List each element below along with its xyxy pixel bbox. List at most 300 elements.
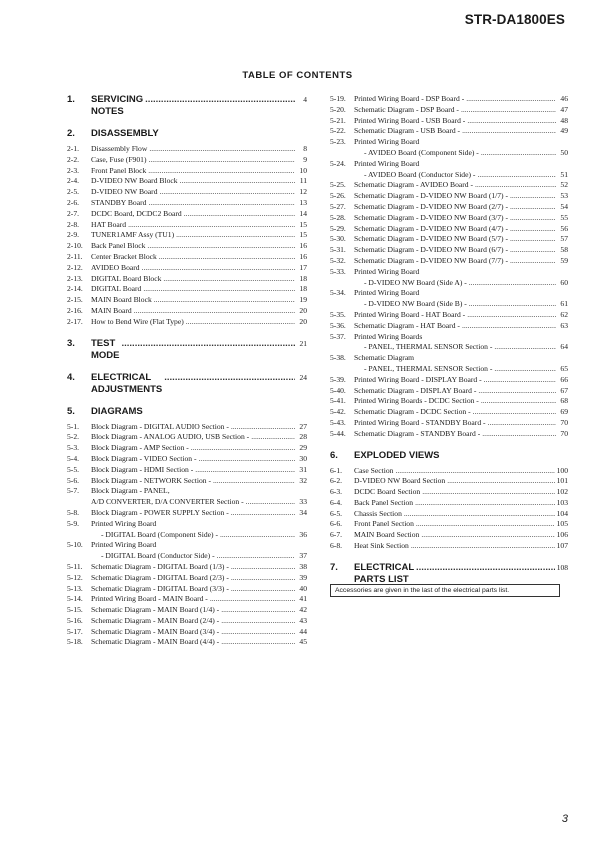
dot-leader: [134, 306, 295, 317]
page-ref: 49: [560, 126, 568, 136]
entry-title: Block Diagram - VIDEO Section -: [91, 453, 197, 463]
dot-leader: [191, 443, 295, 454]
toc-entry[interactable]: [330, 213, 568, 224]
section-title: TEST MODE: [91, 337, 120, 361]
entry-title: Block Diagram - POWER SUPPLY Section -: [91, 507, 229, 517]
toc-entry[interactable]: [67, 562, 307, 573]
toc-entry-heading[interactable]: [67, 519, 307, 530]
entry-number: 5-33.: [330, 266, 346, 276]
dot-leader: [148, 155, 295, 166]
entry-number: 5-23.: [330, 137, 346, 147]
model-number: STR-DA1800ES: [464, 12, 565, 27]
dot-leader: [221, 616, 295, 627]
dot-leader: [231, 584, 295, 595]
toc-section-heading[interactable]: [67, 128, 307, 140]
entry-number: 2-2.: [67, 154, 80, 164]
dot-leader: [128, 220, 295, 231]
dot-leader: [461, 105, 556, 116]
entry-number: 6-5.: [330, 508, 343, 518]
toc-entry[interactable]: [330, 386, 568, 397]
dot-leader: [221, 605, 295, 616]
page-ref: 12: [299, 187, 307, 197]
entry-title: Disassembly Flow: [91, 144, 148, 153]
dot-leader: [478, 386, 556, 397]
toc-entry[interactable]: [67, 230, 307, 241]
toc-entry[interactable]: [67, 573, 307, 584]
dot-leader: [199, 454, 295, 465]
dot-leader: [466, 94, 556, 105]
toc-entry-continuation[interactable]: [330, 278, 568, 289]
dot-leader: [481, 396, 556, 407]
toc-entry[interactable]: [67, 166, 307, 177]
entry-title: Printed Wiring Boards - DCDC Section -: [354, 396, 479, 406]
dot-leader: [148, 198, 295, 209]
dot-leader: [149, 144, 295, 155]
entry-title: Chassis Section: [354, 508, 402, 518]
dot-leader: [488, 418, 556, 429]
entry-title: - AVIDEO Board (Conductor Side) -: [364, 169, 476, 179]
entry-number: 5-16.: [67, 615, 83, 625]
dot-leader: [467, 310, 556, 321]
entry-number: 2-12.: [67, 262, 83, 272]
entry-number: 2-17.: [67, 316, 83, 326]
entry-title: Printed Wiring Board: [91, 540, 157, 550]
page-ref: 63: [560, 320, 568, 330]
page-ref: 104: [556, 508, 568, 518]
page-ref: 108: [556, 562, 568, 572]
dot-leader: [416, 562, 555, 574]
page-ref: 44: [299, 626, 307, 636]
entry-number: 2-3.: [67, 165, 80, 175]
entry-title: Schematic Diagram - D-VIDEO NW Board (5/7) -: [354, 234, 509, 244]
page-ref: 28: [299, 432, 307, 442]
dot-leader: [154, 295, 295, 306]
entry-number: 5-43.: [330, 417, 346, 427]
page-ref: 51: [560, 169, 568, 179]
entry-title: Center Bracket Block: [91, 251, 157, 261]
page-ref: 56: [560, 223, 568, 233]
toc-entry-heading[interactable]: [330, 267, 568, 278]
entry-title: Heat Sink Section: [354, 541, 409, 551]
dot-leader: [231, 562, 295, 573]
dot-leader: [213, 476, 295, 487]
toc-entry-heading[interactable]: [330, 353, 568, 364]
toc-entry-heading[interactable]: [330, 332, 568, 343]
entry-title: Printed Wiring Board: [91, 518, 157, 528]
toc-section-heading[interactable]: [67, 406, 307, 418]
page-ref: 37: [299, 551, 307, 561]
toc-entry[interactable]: [330, 202, 568, 213]
toc-entry-heading[interactable]: [330, 159, 568, 170]
entry-number: 2-5.: [67, 187, 80, 197]
page-ref: 105: [556, 519, 568, 529]
dot-leader: [404, 509, 555, 520]
toc-entry-continuation[interactable]: [67, 530, 307, 541]
page-ref: 16: [299, 251, 307, 261]
entry-title: Printed Wiring Board - DSP Board -: [354, 94, 465, 103]
toc-entry[interactable]: [330, 256, 568, 267]
toc-entry[interactable]: [330, 180, 568, 191]
toc-entry[interactable]: [67, 317, 307, 328]
page-ref: 48: [560, 115, 568, 125]
dot-leader: [231, 573, 295, 584]
entry-number: 5-30.: [330, 234, 346, 244]
entry-title: Schematic Diagram - DISPLAY Board -: [354, 385, 477, 395]
page-ref: 47: [560, 104, 568, 114]
entry-number: 2-11.: [67, 251, 83, 261]
entry-number: 5-31.: [330, 245, 346, 255]
toc-entry[interactable]: [330, 407, 568, 418]
page-ref: 52: [560, 180, 568, 190]
toc-entry[interactable]: [330, 310, 568, 321]
entry-title: Schematic Diagram - D-VIDEO NW Board (3/7) -: [354, 212, 509, 222]
toc-entry[interactable]: [67, 584, 307, 595]
entry-number: 5-15.: [67, 605, 83, 615]
toc-entry-continuation[interactable]: [67, 551, 307, 562]
toc-entry[interactable]: [67, 306, 307, 317]
page-ref: 24: [299, 372, 307, 382]
dot-leader: [494, 342, 556, 353]
dot-leader: [422, 487, 554, 498]
toc-entry[interactable]: [67, 241, 307, 252]
section-number: 2.: [67, 128, 75, 139]
entry-number: 5-5.: [67, 464, 80, 474]
entry-title: Case Section: [354, 465, 394, 475]
page-ref: 43: [299, 615, 307, 625]
dot-leader: [510, 234, 556, 245]
entry-title: - DIGITAL Board (Conductor Side) -: [101, 551, 215, 561]
entry-number: 5-36.: [330, 320, 346, 330]
entry-title: Schematic Diagram - HAT Board -: [354, 320, 460, 330]
dot-leader: [147, 241, 295, 252]
toc-entry[interactable]: [67, 274, 307, 285]
section-title: ELECTRICAL ADJUSTMENTS: [91, 371, 163, 395]
dot-leader: [494, 364, 556, 375]
page-ref: 20: [299, 316, 307, 326]
entry-number: 5-11.: [67, 561, 83, 571]
entry-number: 6-8.: [330, 541, 343, 551]
page-ref: 41: [299, 594, 307, 604]
toc-entry-continuation[interactable]: [330, 342, 568, 353]
entry-title: Block Diagram - HDMI Section -: [91, 464, 194, 474]
entry-number: 5-22.: [330, 126, 346, 136]
dot-leader: [163, 274, 295, 285]
toc-entry[interactable]: [330, 476, 568, 487]
toc-entry[interactable]: [330, 429, 568, 440]
entry-number: 5-1.: [67, 421, 80, 431]
entry-title: AVIDEO Board: [91, 262, 140, 272]
page-ref: 68: [560, 396, 568, 406]
toc-entry[interactable]: [67, 454, 307, 465]
dot-leader: [469, 278, 556, 289]
page-ref: 33: [299, 497, 307, 507]
dot-leader: [462, 126, 556, 137]
toc-entry[interactable]: [67, 443, 307, 454]
toc-section-heading[interactable]: [330, 450, 568, 462]
section-number: 7.: [330, 561, 338, 573]
entry-title: - AVIDEO Board (Component Side) -: [364, 147, 479, 157]
toc-section-heading[interactable]: [330, 562, 568, 586]
page-ref: 65: [560, 363, 568, 373]
toc-entry[interactable]: [330, 541, 568, 552]
entry-title: Printed Wiring Board: [354, 266, 420, 276]
toc-entry-heading[interactable]: [67, 540, 307, 551]
entry-number: 6-7.: [330, 530, 343, 540]
entry-title: Schematic Diagram - MAIN Board (4/4) -: [91, 637, 220, 647]
toc-entry[interactable]: [67, 432, 307, 443]
entry-number: 5-21.: [330, 115, 346, 125]
entry-number: 5-25.: [330, 180, 346, 190]
toc-entry[interactable]: [330, 321, 568, 332]
toc-section-heading[interactable]: [67, 94, 307, 118]
toc-entry[interactable]: [330, 224, 568, 235]
page-ref: 42: [299, 605, 307, 615]
toc-entry[interactable]: [67, 144, 307, 155]
page-ref: 9: [303, 154, 307, 164]
dot-leader: [160, 187, 295, 198]
entry-number: 5-4.: [67, 453, 80, 463]
entry-number: 2-10.: [67, 241, 83, 251]
entry-number: 5-19.: [330, 94, 346, 103]
toc-entry[interactable]: [330, 418, 568, 429]
toc-entry[interactable]: [67, 422, 307, 433]
entry-number: 2-8.: [67, 219, 80, 229]
dot-leader: [143, 284, 295, 295]
toc-entry-continuation[interactable]: [67, 497, 307, 508]
toc-entry[interactable]: [330, 126, 568, 137]
toc-title: TABLE OF CONTENTS: [242, 70, 353, 81]
entry-title: Schematic Diagram - D-VIDEO NW Board (6/7) -: [354, 245, 509, 255]
dot-leader: [221, 627, 295, 638]
page-ref: 46: [560, 94, 568, 103]
section-title: EXPLODED VIEWS: [354, 449, 440, 461]
page-ref: 66: [560, 374, 568, 384]
entry-title: Schematic Diagram - DSP Board -: [354, 104, 459, 114]
page-ref: 27: [299, 421, 307, 431]
dot-leader: [416, 519, 555, 530]
entry-title: Back Panel Block: [91, 241, 146, 251]
entry-title: Back Panel Section: [354, 497, 414, 507]
toc-entry[interactable]: [330, 245, 568, 256]
toc-entry-heading[interactable]: [330, 137, 568, 148]
dot-leader: [210, 594, 295, 605]
toc-entry[interactable]: [330, 396, 568, 407]
toc-entry[interactable]: [330, 530, 568, 541]
entry-title: MAIN Board Block: [91, 295, 152, 305]
toc-entry[interactable]: [67, 263, 307, 274]
toc-entry[interactable]: [330, 487, 568, 498]
toc-entry[interactable]: [330, 234, 568, 245]
entry-number: 5-17.: [67, 626, 83, 636]
entry-title: Schematic Diagram - DCDC Section -: [354, 407, 471, 417]
entry-title: D-VIDEO NW Board Block: [91, 176, 178, 186]
toc-section-heading[interactable]: [67, 372, 307, 396]
entry-title: Schematic Diagram - D-VIDEO NW Board (4/7) -: [354, 223, 509, 233]
toc-entry[interactable]: [67, 155, 307, 166]
page-ref: 4: [303, 95, 307, 104]
toc-entry[interactable]: [330, 498, 568, 509]
page-ref: 55: [560, 212, 568, 222]
entry-number: 2-9.: [67, 230, 80, 240]
entry-number: 5-14.: [67, 594, 83, 604]
toc-entry[interactable]: [330, 191, 568, 202]
entry-number: 6-2.: [330, 476, 343, 486]
entry-number: 5-41.: [330, 396, 346, 406]
entry-title: Schematic Diagram - DIGITAL Board (1/3) -: [91, 561, 229, 571]
entry-number: 2-1.: [67, 144, 80, 153]
entry-title: Schematic Diagram - MAIN Board (2/4) -: [91, 615, 220, 625]
toc-entry[interactable]: [67, 637, 307, 648]
dot-leader: [510, 202, 556, 213]
page-ref: 50: [560, 147, 568, 157]
toc-entry[interactable]: [330, 105, 568, 116]
entry-number: 2-4.: [67, 176, 80, 186]
section-number: 3.: [67, 337, 75, 349]
entry-title: Block Diagram - AMP Section -: [91, 443, 189, 453]
toc-entry[interactable]: [330, 375, 568, 386]
section-number: 5.: [67, 405, 75, 417]
toc-entry[interactable]: [67, 252, 307, 263]
page-ref: 11: [299, 176, 307, 186]
entry-number: 5-26.: [330, 191, 346, 201]
toc-entry[interactable]: [67, 627, 307, 638]
page-ref: 100: [556, 465, 568, 475]
entry-title: DIGITAL Board Block: [91, 273, 162, 283]
entry-number: 5-20.: [330, 104, 346, 114]
page-number: 3: [561, 813, 568, 825]
toc-entry[interactable]: [67, 187, 307, 198]
toc-entry[interactable]: [330, 94, 568, 105]
toc-entry[interactable]: [330, 466, 568, 477]
toc-entry[interactable]: [67, 616, 307, 627]
entry-number: 5-42.: [330, 407, 346, 417]
page-ref: 38: [299, 561, 307, 571]
entry-number: 5-24.: [330, 158, 346, 168]
page-ref: 62: [560, 309, 568, 319]
dot-leader: [510, 245, 556, 256]
page-ref: 57: [560, 234, 568, 244]
entry-title: Schematic Diagram - MAIN Board (1/4) -: [91, 605, 220, 615]
entry-title: - PANEL, THERMAL SENSOR Section -: [364, 363, 493, 373]
entry-number: 5-38.: [330, 353, 346, 363]
entry-title: DIGITAL Board: [91, 284, 142, 294]
toc-entry[interactable]: [67, 176, 307, 187]
toc-entry[interactable]: [67, 284, 307, 295]
toc-entry[interactable]: [330, 509, 568, 520]
entry-number: 2-15.: [67, 295, 83, 305]
entry-title: Front Panel Block: [91, 165, 147, 175]
dot-leader: [510, 256, 556, 267]
dot-leader: [510, 224, 556, 235]
page-ref: 59: [560, 255, 568, 265]
page-ref: 13: [299, 197, 307, 207]
toc-entry-continuation[interactable]: [330, 148, 568, 159]
page-ref: 40: [299, 583, 307, 593]
page-ref: 21: [299, 338, 307, 348]
page-ref: 17: [299, 262, 307, 272]
entry-number: 5-13.: [67, 583, 83, 593]
dot-leader: [148, 166, 295, 177]
toc-entry-continuation[interactable]: [330, 299, 568, 310]
dot-leader: [176, 230, 295, 241]
entry-title: Printed Wiring Board - STANDBY Board -: [354, 417, 486, 427]
toc-entry-continuation[interactable]: [330, 170, 568, 181]
dot-leader: [467, 116, 556, 127]
entry-number: 5-29.: [330, 223, 346, 233]
accessories-note: Accessories are given in the last of the electrical parts list.: [330, 584, 560, 597]
toc-entry[interactable]: [67, 198, 307, 209]
entry-title: Block Diagram - ANALOG AUDIO, USB Section -: [91, 432, 250, 442]
page-ref: 102: [556, 487, 568, 497]
toc-entry[interactable]: [330, 116, 568, 127]
entry-title: Schematic Diagram - D-VIDEO NW Board (7/7) -: [354, 255, 509, 265]
section-number: 6.: [330, 449, 338, 461]
page-ref: 58: [560, 245, 568, 255]
entry-title: MAIN Board: [91, 305, 132, 315]
dot-leader: [469, 299, 556, 310]
entry-title: Printed Wiring Board - MAIN Board -: [91, 594, 208, 604]
dot-leader: [164, 372, 295, 384]
toc-section-heading[interactable]: [67, 338, 307, 362]
section-number: 4.: [67, 371, 75, 383]
toc-entry[interactable]: [67, 508, 307, 519]
dot-leader: [145, 94, 295, 106]
dot-leader: [186, 317, 295, 328]
toc-entry[interactable]: [330, 519, 568, 530]
section-title: SERVICING NOTES: [91, 94, 144, 117]
section-title: DISASSEMBLY: [91, 128, 159, 139]
entry-title: Schematic Diagram - STANDBY Board -: [354, 428, 481, 438]
entry-title: D-VIDEO NW Board: [91, 187, 158, 197]
entry-number: 5-18.: [67, 637, 83, 647]
entry-title: Block Diagram - PANEL,: [91, 486, 170, 496]
toc-entry-heading[interactable]: [67, 486, 307, 497]
toc-entry[interactable]: [67, 594, 307, 605]
entry-number: 6-3.: [330, 487, 343, 497]
dot-leader: [184, 209, 295, 220]
entry-number: 5-27.: [330, 201, 346, 211]
page-ref: 107: [556, 541, 568, 551]
dot-leader: [473, 407, 556, 418]
entry-number: 6-4.: [330, 497, 343, 507]
section-title: ELECTRICAL PARTS LIST: [354, 561, 414, 585]
entry-title: Printed Wiring Board - USB Board -: [354, 115, 466, 125]
page-ref: 70: [560, 417, 568, 427]
toc-entry[interactable]: [67, 605, 307, 616]
toc-entry[interactable]: [67, 209, 307, 220]
dot-leader: [411, 541, 555, 552]
entry-title: D-VIDEO NW Board Section: [354, 476, 446, 486]
toc-entry[interactable]: [67, 465, 307, 476]
toc-entry[interactable]: [67, 220, 307, 231]
toc-entry-continuation[interactable]: [330, 364, 568, 375]
entry-number: 5-28.: [330, 212, 346, 222]
page-ref: 30: [299, 453, 307, 463]
entry-title: HAT Board: [91, 219, 127, 229]
dot-leader: [246, 497, 295, 508]
entry-number: 5-40.: [330, 385, 346, 395]
entry-number: 2-6.: [67, 197, 80, 207]
entry-title: Schematic Diagram: [354, 353, 415, 363]
page-ref: 70: [560, 428, 568, 438]
toc-entry[interactable]: [67, 295, 307, 306]
entry-number: 5-7.: [67, 486, 80, 496]
page-ref: 36: [299, 529, 307, 539]
entry-title: Case, Fuse (F901): [91, 154, 147, 164]
toc-entry-heading[interactable]: [330, 288, 568, 299]
entry-number: 5-6.: [67, 475, 80, 485]
toc-entry[interactable]: [67, 476, 307, 487]
